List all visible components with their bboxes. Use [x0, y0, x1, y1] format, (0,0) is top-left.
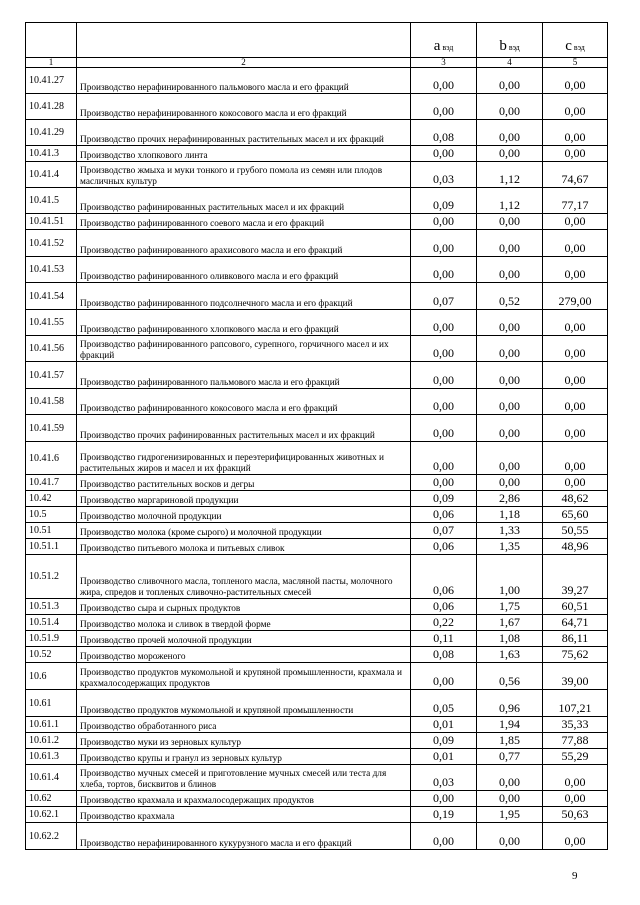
row-a-value: 0,06 [411, 599, 477, 615]
row-c-value: 64,71 [543, 615, 608, 631]
row-c-value: 0,00 [543, 257, 608, 283]
table-row [26, 749, 608, 765]
row-b-value: 1,75 [477, 599, 543, 615]
table-row [26, 733, 608, 749]
table-row [26, 523, 608, 539]
row-b-value: 0,00 [477, 68, 543, 94]
header-b-main: b [499, 38, 507, 54]
row-name: Производство продуктов мукомольной и крупяной промышленности [77, 690, 411, 717]
row-code: 10.41.28 [26, 94, 77, 120]
row-c-value: 35,33 [543, 717, 608, 733]
row-code: 10.61.2 [26, 733, 77, 749]
row-a-value: 0,09 [411, 188, 477, 214]
row-a-value: 0,00 [411, 791, 477, 807]
table-row [26, 257, 608, 283]
row-name: Производство продуктов мукомольной и крупяной промышленности, крахмала и крахмалосодержащих продуктов [77, 663, 411, 690]
row-a-value: 0,00 [411, 68, 477, 94]
row-name: Производство рафинированного подсолнечного масла и его фракций [77, 283, 411, 310]
row-b-value: 0,00 [477, 475, 543, 491]
row-c-value: 0,00 [543, 389, 608, 415]
table-row [26, 647, 608, 663]
row-b-value: 0,00 [477, 230, 543, 257]
row-name: Производство молока и сливок в твердой форме [77, 615, 411, 631]
row-b-value: 0,00 [477, 310, 543, 336]
row-code: 10.41.57 [26, 362, 77, 389]
row-c-value: 48,62 [543, 491, 608, 507]
row-code: 10.41.53 [26, 257, 77, 283]
table-row [26, 68, 608, 94]
row-c-value: 0,00 [543, 791, 608, 807]
row-a-value: 0,03 [411, 765, 477, 791]
row-code: 10.41.51 [26, 214, 77, 230]
table-row [26, 230, 608, 257]
row-c-value: 0,00 [543, 415, 608, 442]
row-a-value: 0,06 [411, 507, 477, 523]
row-b-value: 0,00 [477, 362, 543, 389]
row-b-value: 0,96 [477, 690, 543, 717]
row-c-value: 0,00 [543, 765, 608, 791]
row-a-value: 0,09 [411, 733, 477, 749]
row-b-value: 0,00 [477, 214, 543, 230]
row-c-value: 77,88 [543, 733, 608, 749]
row-b-value: 1,67 [477, 615, 543, 631]
row-name: Производство мороженого [77, 647, 411, 663]
index-cell-2: 2 [77, 58, 411, 68]
row-a-value: 0,00 [411, 823, 477, 850]
row-a-value: 0,11 [411, 631, 477, 647]
table-row [26, 507, 608, 523]
row-b-value: 0,52 [477, 283, 543, 310]
row-code: 10.41.29 [26, 120, 77, 146]
row-name: Производство нерафинированного кокосового масла и его фракций [77, 94, 411, 120]
row-c-value: 0,00 [543, 214, 608, 230]
row-c-value: 74,67 [543, 162, 608, 188]
row-name: Производство молочной продукции [77, 507, 411, 523]
header-a-main: a [433, 38, 441, 54]
row-code: 10.51.4 [26, 615, 77, 631]
table-row [26, 283, 608, 310]
row-name: Производство рафинированного кокосового масла и его фракций [77, 389, 411, 415]
row-name: Производство питьевого молока и питьевых сливок [77, 539, 411, 555]
table-row [26, 362, 608, 389]
row-a-value: 0,00 [411, 214, 477, 230]
index-row [26, 58, 608, 68]
row-name: Производство маргариновой продукции [77, 491, 411, 507]
index-cell-5: 5 [543, 58, 608, 68]
row-code: 10.51.3 [26, 599, 77, 615]
row-code: 10.41.54 [26, 283, 77, 310]
row-c-value: 39,27 [543, 555, 608, 599]
row-b-value: 0,00 [477, 415, 543, 442]
row-a-value: 0,07 [411, 283, 477, 310]
row-c-value: 55,29 [543, 749, 608, 765]
row-name: Производство гидрогенизированных и переэтерифицированных животных и растительных жиров и масел и их фракций [77, 442, 411, 475]
header-row [26, 23, 608, 58]
row-name: Производство нерафинированного пальмового масла и его фракций [77, 68, 411, 94]
row-name: Производство хлопкового линта [77, 146, 411, 162]
row-name: Производство сыра и сырных продуктов [77, 599, 411, 615]
table-row [26, 717, 608, 733]
table-row [26, 120, 608, 146]
row-name: Производство сливочного масла, топленого масла, масляной пасты, молочного жира, спредов и топленых сливочно-растительных смесей [77, 555, 411, 599]
row-code: 10.51 [26, 523, 77, 539]
row-name: Производство мучных смесей и приготовление мучных смесей или теста для хлеба, тортов, бисквитов и блинов [77, 765, 411, 791]
table-row [26, 146, 608, 162]
row-c-value: 60,51 [543, 599, 608, 615]
header-b [477, 23, 543, 58]
row-a-value: 0,06 [411, 555, 477, 599]
row-a-value: 0,00 [411, 146, 477, 162]
row-name: Производство прочих нерафинированных растительных масел и их фракций [77, 120, 411, 146]
row-name: Производство рафинированного пальмового масла и его фракций [77, 362, 411, 389]
row-name: Производство муки из зерновых культур [77, 733, 411, 749]
row-a-value: 0,08 [411, 647, 477, 663]
row-b-value: 1,18 [477, 507, 543, 523]
row-b-value: 1,12 [477, 188, 543, 214]
row-c-value: 48,96 [543, 539, 608, 555]
row-code: 10.42 [26, 491, 77, 507]
row-name: Производство рафинированного соевого масла и его фракций [77, 214, 411, 230]
row-b-value: 1,00 [477, 555, 543, 599]
header-a [411, 23, 477, 58]
row-b-value: 0,00 [477, 120, 543, 146]
table-row [26, 310, 608, 336]
row-code: 10.62 [26, 791, 77, 807]
row-code: 10.41.55 [26, 310, 77, 336]
row-c-value: 0,00 [543, 310, 608, 336]
index-cell-4: 4 [477, 58, 543, 68]
row-name: Производство крупы и гранул из зерновых культур [77, 749, 411, 765]
row-a-value: 0,00 [411, 336, 477, 362]
row-b-value: 0,00 [477, 389, 543, 415]
row-code: 10.61.3 [26, 749, 77, 765]
row-a-value: 0,05 [411, 690, 477, 717]
row-c-value: 0,00 [543, 68, 608, 94]
row-a-value: 0,00 [411, 442, 477, 475]
table-body [26, 23, 608, 850]
row-name: Производство прочей молочной продукции [77, 631, 411, 647]
row-code: 10.51.1 [26, 539, 77, 555]
row-a-value: 0,00 [411, 310, 477, 336]
row-code: 10.41.59 [26, 415, 77, 442]
row-c-value: 0,00 [543, 823, 608, 850]
row-name: Производство рафинированного рапсового, сурепного, горчичного масел и их фракций [77, 336, 411, 362]
row-name: Производство обработанного риса [77, 717, 411, 733]
row-a-value: 0,03 [411, 162, 477, 188]
row-b-value: 2,86 [477, 491, 543, 507]
header-c [543, 23, 608, 58]
row-a-value: 0,00 [411, 362, 477, 389]
row-b-value: 0,00 [477, 336, 543, 362]
table-row [26, 442, 608, 475]
row-a-value: 0,06 [411, 539, 477, 555]
row-name: Производство жмыха и муки тонкого и грубого помола из семян или плодов масличных культур [77, 162, 411, 188]
row-code: 10.5 [26, 507, 77, 523]
table-row [26, 690, 608, 717]
row-code: 10.41.3 [26, 146, 77, 162]
row-b-value: 0,00 [477, 442, 543, 475]
row-name: Производство рафинированных растительных масел и их фракций [77, 188, 411, 214]
row-code: 10.41.52 [26, 230, 77, 257]
row-b-value: 1,85 [477, 733, 543, 749]
row-name: Производство крахмала и крахмалосодержащих продуктов [77, 791, 411, 807]
table-row [26, 214, 608, 230]
row-c-value: 0,00 [543, 362, 608, 389]
row-name: Производство молока (кроме сырого) и молочной продукции [77, 523, 411, 539]
table-row [26, 94, 608, 120]
header-b-sub: вэд [508, 43, 520, 52]
row-c-value: 65,60 [543, 507, 608, 523]
row-a-value: 0,09 [411, 491, 477, 507]
row-b-value: 0,00 [477, 257, 543, 283]
row-code: 10.41.6 [26, 442, 77, 475]
row-b-value: 1,95 [477, 807, 543, 823]
row-code: 10.62.2 [26, 823, 77, 850]
row-code: 10.41.27 [26, 68, 77, 94]
table-row [26, 631, 608, 647]
row-c-value: 0,00 [543, 94, 608, 120]
row-b-value: 1,63 [477, 647, 543, 663]
row-c-value: 0,00 [543, 336, 608, 362]
table-row [26, 415, 608, 442]
row-a-value: 0,00 [411, 389, 477, 415]
row-a-value: 0,00 [411, 230, 477, 257]
row-b-value: 0,56 [477, 663, 543, 690]
row-code: 10.61.1 [26, 717, 77, 733]
row-b-value: 1,08 [477, 631, 543, 647]
row-name: Производство растительных восков и дегры [77, 475, 411, 491]
row-b-value: 0,00 [477, 94, 543, 120]
index-cell-3: 3 [411, 58, 477, 68]
row-a-value: 0,08 [411, 120, 477, 146]
table-row [26, 389, 608, 415]
row-a-value: 0,01 [411, 717, 477, 733]
row-b-value: 0,77 [477, 749, 543, 765]
row-a-value: 0,00 [411, 415, 477, 442]
table-row [26, 336, 608, 362]
row-c-value: 77,17 [543, 188, 608, 214]
row-c-value: 107,21 [543, 690, 608, 717]
table-row [26, 599, 608, 615]
row-c-value: 0,00 [543, 146, 608, 162]
header-code [26, 23, 77, 58]
row-c-value: 39,00 [543, 663, 608, 690]
row-name: Производство рафинированного арахисового масла и его фракций [77, 230, 411, 257]
row-c-value: 75,62 [543, 647, 608, 663]
row-code: 10.62.1 [26, 807, 77, 823]
header-name [77, 23, 411, 58]
row-b-value: 1,35 [477, 539, 543, 555]
row-code: 10.61 [26, 690, 77, 717]
row-a-value: 0,00 [411, 94, 477, 120]
row-code: 10.41.7 [26, 475, 77, 491]
row-c-value: 50,63 [543, 807, 608, 823]
row-name: Производство нерафинированного кукурузного масла и его фракций [77, 823, 411, 850]
row-name: Производство прочих рафинированных растительных масел и их фракций [77, 415, 411, 442]
header-c-sub: вэд [573, 43, 585, 52]
table-row [26, 475, 608, 491]
row-name: Производство крахмала [77, 807, 411, 823]
table-row [26, 555, 608, 599]
row-name: Производство рафинированного оливкового масла и его фракций [77, 257, 411, 283]
row-a-value: 0,22 [411, 615, 477, 631]
table-row [26, 491, 608, 507]
row-code: 10.51.2 [26, 555, 77, 599]
row-b-value: 0,00 [477, 146, 543, 162]
row-code: 10.41.58 [26, 389, 77, 415]
row-code: 10.41.56 [26, 336, 77, 362]
table-row [26, 791, 608, 807]
table-row [26, 807, 608, 823]
row-c-value: 86,11 [543, 631, 608, 647]
row-b-value: 1,94 [477, 717, 543, 733]
row-c-value: 0,00 [543, 442, 608, 475]
table-row [26, 615, 608, 631]
coefficients-table [25, 22, 608, 850]
row-a-value: 0,01 [411, 749, 477, 765]
row-code: 10.61.4 [26, 765, 77, 791]
row-b-value: 0,00 [477, 765, 543, 791]
row-a-value: 0,00 [411, 257, 477, 283]
page-number: 9 [572, 870, 578, 882]
row-c-value: 0,00 [543, 475, 608, 491]
table-row [26, 162, 608, 188]
row-c-value: 279,00 [543, 283, 608, 310]
row-a-value: 0,00 [411, 475, 477, 491]
table-row [26, 188, 608, 214]
row-b-value: 1,12 [477, 162, 543, 188]
row-c-value: 0,00 [543, 120, 608, 146]
header-a-sub: вэд [442, 43, 454, 52]
table-row [26, 663, 608, 690]
row-b-value: 0,00 [477, 823, 543, 850]
row-b-value: 0,00 [477, 791, 543, 807]
row-code: 10.41.5 [26, 188, 77, 214]
row-code: 10.41.4 [26, 162, 77, 188]
header-c-main: c [565, 38, 572, 54]
row-b-value: 1,33 [477, 523, 543, 539]
table-row [26, 823, 608, 850]
row-code: 10.51.9 [26, 631, 77, 647]
row-a-value: 0,19 [411, 807, 477, 823]
row-name: Производство рафинированного хлопкового масла и его фракций [77, 310, 411, 336]
row-a-value: 0,00 [411, 663, 477, 690]
row-code: 10.6 [26, 663, 77, 690]
row-c-value: 0,00 [543, 230, 608, 257]
row-a-value: 0,07 [411, 523, 477, 539]
row-code: 10.52 [26, 647, 77, 663]
row-c-value: 50,55 [543, 523, 608, 539]
table-row [26, 539, 608, 555]
table-row [26, 765, 608, 791]
index-cell-1: 1 [26, 58, 77, 68]
